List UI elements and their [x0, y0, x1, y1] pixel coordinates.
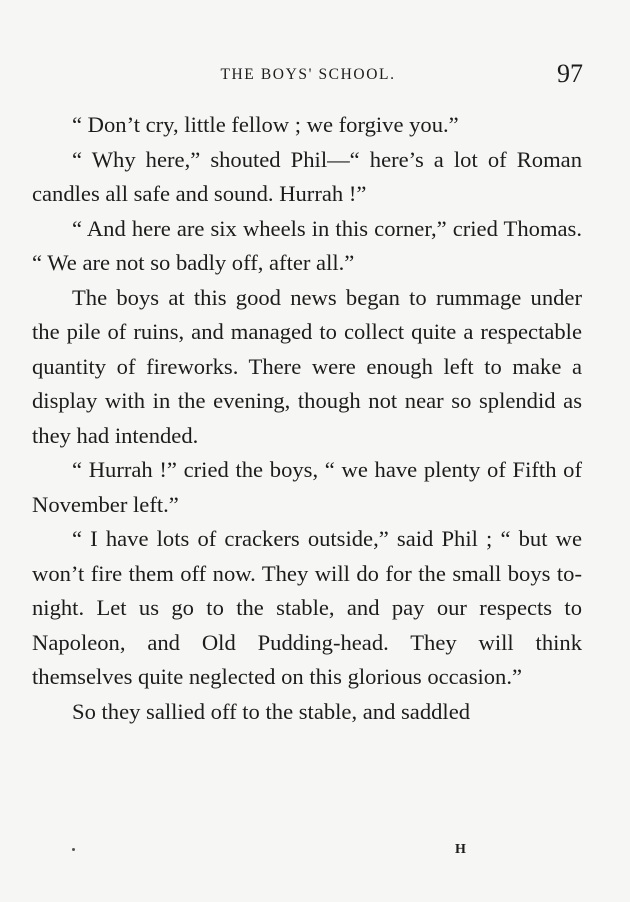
page-number: 97 [557, 59, 583, 88]
paragraph: “ I have lots of crackers outside,” said Phil ; “ but we won’t fire them off now. They will do for the small boys to-night. Let us go to the stable, and pay our respects to Napoleon, and Old Pudding-head. They will think themselves quite neglected on this glorious occasion.” [32, 526, 582, 689]
body-text [32, 108, 582, 729]
paragraph: “ Why here,” shouted Phil—“ here’s a lot of Roman candles all safe and sound. Hurrah !” [32, 146, 582, 206]
paragraph: The boys at this good news began to rummage under the pile of ruins, and managed to collect quite a respectable quantity of fireworks. There were enough left to make a display with in the evening, though not near so splendid as they had intended. [32, 284, 582, 448]
paragraph: “ Hurrah !” cried the boys, “ we have plenty of Fifth of November left.” [32, 457, 582, 517]
paragraph: So they sallied off to the stable, and saddled [72, 698, 471, 724]
ink-speck [72, 848, 75, 851]
signature-mark: H [455, 842, 467, 857]
paragraph: “ Don’t cry, little fellow ; we forgive you.” [72, 112, 459, 137]
running-head [33, 60, 583, 92]
paragraph: “ And here are six wheels in this corner,” cried Thomas. “ We are not so badly off, after all.” [32, 215, 582, 275]
running-title: THE BOYS' SCHOOL. [220, 66, 396, 83]
